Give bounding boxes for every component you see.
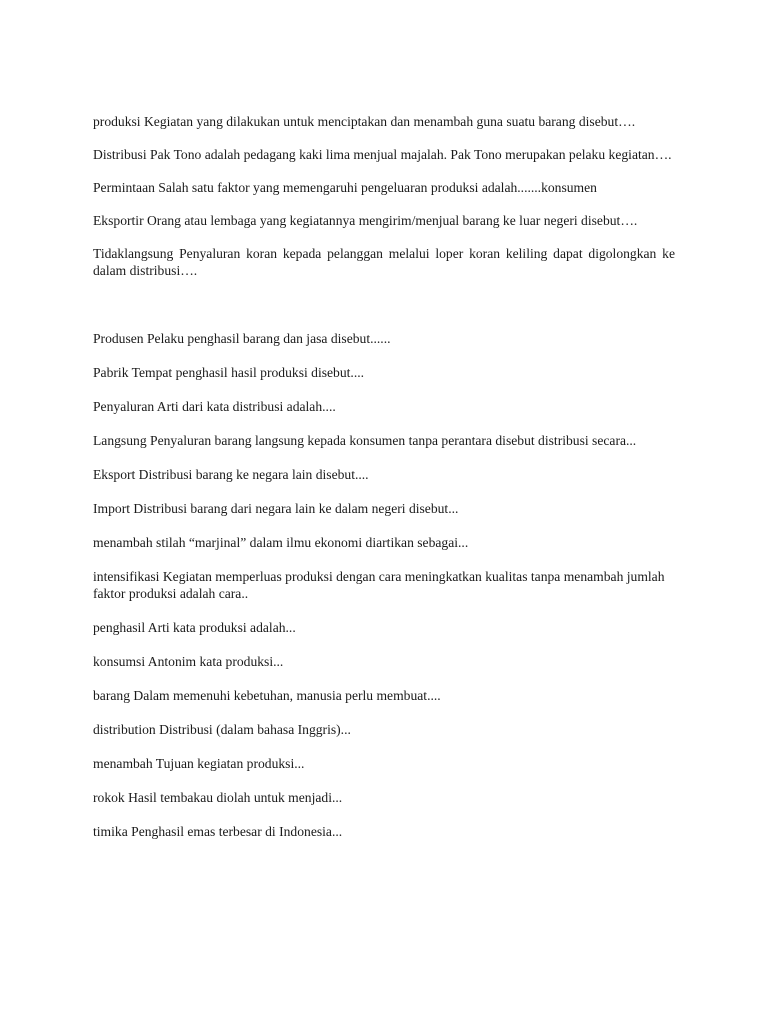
document-page: [93, 113, 675, 840]
question-paragraph: Penyaluran Arti dari kata distribusi adalah....: [93, 399, 336, 414]
question-paragraph: Permintaan Salah satu faktor yang memengaruhi pengeluaran produksi adalah.......konsumen: [93, 180, 597, 195]
question-paragraph: Import Distribusi barang dari negara lain ke dalam negeri disebut...: [93, 501, 459, 516]
question-group-1: [93, 113, 675, 279]
question-paragraph: penghasil Arti kata produksi adalah...: [93, 620, 296, 635]
question-paragraph: Pabrik Tempat penghasil hasil produksi disebut....: [93, 365, 365, 380]
question-paragraph: Eksportir Orang atau lembaga yang kegiatannya mengirim/menjual barang ke luar negeri disebut….: [93, 213, 638, 228]
question-paragraph: intensifikasi Kegiatan memperluas produksi dengan cara meningkatkan kualitas tanpa menambah jumlah faktor produksi adalah cara..: [93, 569, 665, 601]
question-group-2: [93, 330, 675, 840]
question-paragraph: Eksport Distribusi barang ke negara lain disebut....: [93, 467, 369, 482]
question-paragraph: konsumsi Antonim kata produksi...: [93, 654, 284, 669]
section-spacer: [93, 279, 675, 330]
question-paragraph: produksi Kegiatan yang dilakukan untuk menciptakan dan menambah guna suatu barang disebut….: [93, 114, 636, 129]
question-paragraph: Langsung Penyaluran barang langsung kepada konsumen tanpa perantara disebut distribusi secara...: [93, 433, 637, 448]
question-paragraph: menambah Tujuan kegiatan produksi...: [93, 756, 305, 771]
question-paragraph: timika Penghasil emas terbesar di Indonesia...: [93, 824, 343, 839]
question-paragraph: Distribusi Pak Tono adalah pedagang kaki lima menjual majalah. Pak Tono merupakan pelaku kegiatan….: [93, 147, 672, 162]
question-paragraph: menambah stilah “marjinal” dalam ilmu ekonomi diartikan sebagai...: [93, 535, 469, 550]
question-paragraph: Tidaklangsung Penyaluran koran kepada pelanggan melalui loper koran keliling dapat digolongkan ke dalam distribusi….: [93, 246, 675, 278]
question-paragraph: barang Dalam memenuhi kebetuhan, manusia perlu membuat....: [93, 688, 441, 703]
question-paragraph: rokok Hasil tembakau diolah untuk menjadi...: [93, 790, 343, 805]
question-paragraph: distribution Distribusi (dalam bahasa Inggris)...: [93, 722, 351, 737]
question-paragraph: Produsen Pelaku penghasil barang dan jasa disebut......: [93, 331, 391, 346]
